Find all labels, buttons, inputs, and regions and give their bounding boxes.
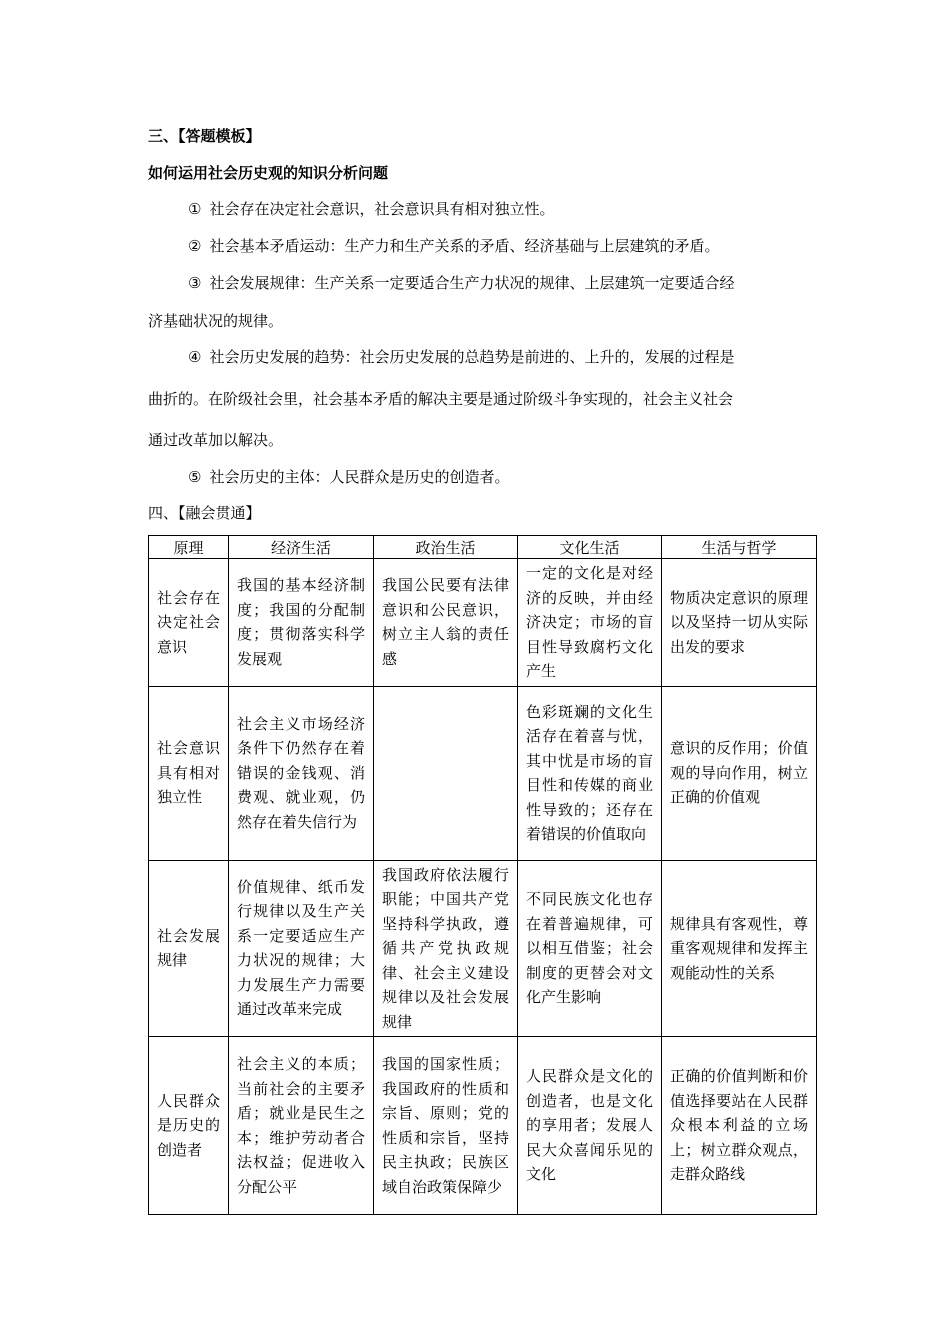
table-cell: 社会主义市场经济条件下仍然存在着错误的金钱观、消费观、就业观，仍然存在着失信行为	[229, 686, 374, 860]
table-cell: 正确的价值判断和价值选择要站在人民群众根本利益的立场上；树立群众观点，走群众路线	[662, 1037, 817, 1215]
table-header-row	[149, 536, 817, 559]
item-number: ③	[188, 274, 202, 292]
table-cell: 我国的基本经济制度；我国的分配制度；贯彻落实科学发展观	[229, 559, 374, 687]
item-text: 社会发展规律：生产关系一定要适合生产力状况的规律、上层建筑一定要适合经	[209, 274, 735, 292]
table-row	[149, 559, 817, 687]
column-header: 原理	[149, 536, 229, 559]
table-cell: 社会主义的本质；当前社会的主要矛盾；就业是民生之本；维护劳动者合法权益；促进收入分配公平	[229, 1037, 374, 1215]
item-number: ①	[188, 200, 202, 218]
column-header: 政治生活	[374, 536, 518, 559]
section3-subheading: 如何运用社会历史观的知识分析问题	[148, 164, 389, 182]
table-cell: 社会发展规律	[149, 860, 229, 1037]
section4-heading: 四、【融会贯通】	[148, 504, 261, 522]
item-number: ②	[188, 237, 202, 255]
table-cell	[374, 686, 518, 860]
table-cell: 我国公民要有法律意识和公民意识，树立主人翁的责任感	[374, 559, 518, 687]
table-cell: 规律具有客观性，尊重客观规律和发挥主观能动性的关系	[662, 860, 817, 1037]
column-header: 文化生活	[518, 536, 662, 559]
table-cell: 不同民族文化也存在着普遍规律，可以相互借鉴；社会制度的更替会对文化产生影响	[518, 860, 662, 1037]
table-cell: 社会存在决定社会意识	[149, 559, 229, 687]
item-text: 社会存在决定社会意识，社会意识具有相对独立性。	[209, 200, 555, 218]
item-text: 社会历史发展的趋势：社会历史发展的总趋势是前进的、上升的，发展的过程是	[209, 348, 735, 366]
list-item	[188, 347, 734, 367]
column-header: 经济生活	[229, 536, 374, 559]
list-item	[188, 199, 554, 219]
item-text-continued: 济基础状况的规律。	[148, 312, 284, 330]
item-number: ⑤	[188, 468, 202, 486]
table-row	[149, 686, 817, 860]
list-item	[188, 467, 509, 487]
table-cell: 价值规律、纸币发行规律以及生产关系一定要适应生产力状况的规律；大力发展生产力需要通过改革来完成	[229, 860, 374, 1037]
table-cell: 一定的文化是对经济的反映，并由经济决定；市场的盲目性导致腐朽文化产生	[518, 559, 662, 687]
table-cell: 社会意识具有相对独立性	[149, 686, 229, 860]
item-text-continued: 通过改革加以解决。	[148, 431, 284, 449]
item-text-continued: 曲折的。在阶级社会里，社会基本矛盾的解决主要是通过阶级斗争实现的，社会主义社会	[148, 390, 734, 408]
table-cell: 人民群众是历史的创造者	[149, 1037, 229, 1215]
table-cell: 人民群众是文化的创造者，也是文化的享用者；发展人民大众喜闻乐见的文化	[518, 1037, 662, 1215]
list-item	[188, 236, 719, 256]
table-cell: 色彩斑斓的文化生活存在着喜与忧，其中忧是市场的盲目性和传媒的商业性导致的；还存在着错误的价值取向	[518, 686, 662, 860]
table-cell: 意识的反作用；价值观的导向作用，树立正确的价值观	[662, 686, 817, 860]
section3-heading: 三、【答题模板】	[148, 127, 261, 145]
comparison-table	[148, 535, 817, 1215]
item-text: 社会基本矛盾运动：生产力和生产关系的矛盾、经济基础与上层建筑的矛盾。	[209, 237, 720, 255]
item-text: 社会历史的主体：人民群众是历史的创造者。	[209, 468, 510, 486]
column-header: 生活与哲学	[662, 536, 817, 559]
table-cell: 物质决定意识的原理以及坚持一切从实际出发的要求	[662, 559, 817, 687]
table-row	[149, 1037, 817, 1215]
table-cell: 我国政府依法履行职能；中国共产党坚持科学执政，遵循共产党执政规律、社会主义建设规律以及社会发展规律	[374, 860, 518, 1037]
table-row	[149, 860, 817, 1037]
table-cell: 我国的国家性质；我国政府的性质和宗旨、原则；党的性质和宗旨，坚持民主执政；民族区域自治政策保障少	[374, 1037, 518, 1215]
item-number: ④	[188, 348, 202, 366]
list-item	[188, 273, 734, 293]
